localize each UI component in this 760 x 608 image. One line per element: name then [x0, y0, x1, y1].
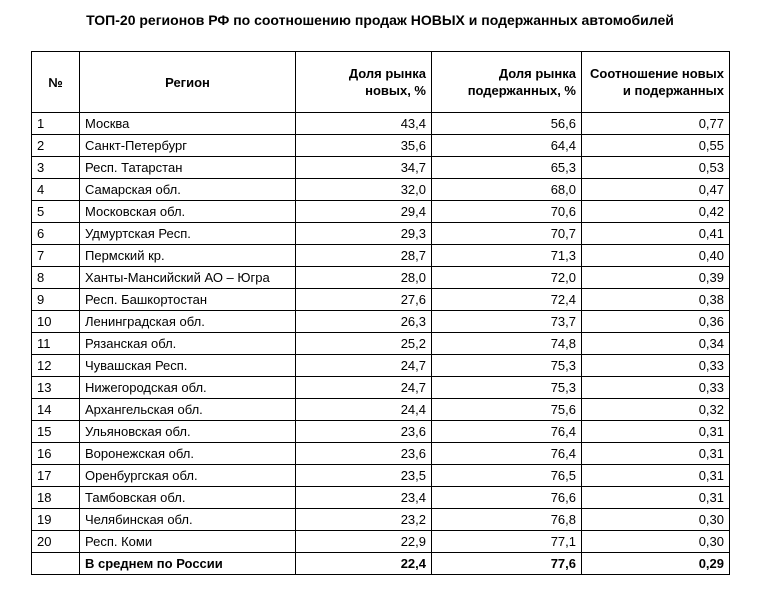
cell-num: 4	[32, 179, 80, 201]
table-row	[32, 377, 730, 399]
cell-ratio: 0,30	[582, 531, 730, 553]
cell-new-share: 26,3	[296, 311, 432, 333]
cell-ratio: 0,33	[582, 355, 730, 377]
cell-new-share: 24,4	[296, 399, 432, 421]
cell-region: Респ. Татарстан	[80, 157, 296, 179]
cell-region: Нижегородская обл.	[80, 377, 296, 399]
cell-used-share: 71,3	[432, 245, 582, 267]
cell-num: 16	[32, 443, 80, 465]
table-row	[32, 179, 730, 201]
cell-num: 13	[32, 377, 80, 399]
cell-used-share: 72,0	[432, 267, 582, 289]
cell-ratio: 0,40	[582, 245, 730, 267]
cell-region: Рязанская обл.	[80, 333, 296, 355]
cell-ratio: 0,31	[582, 487, 730, 509]
table-row	[32, 311, 730, 333]
table-row	[32, 113, 730, 135]
table-row	[32, 421, 730, 443]
cell-new-share: 23,6	[296, 443, 432, 465]
cell-num: 12	[32, 355, 80, 377]
cell-num: 9	[32, 289, 80, 311]
cell-ratio: 0,53	[582, 157, 730, 179]
cell-new-share: 29,3	[296, 223, 432, 245]
cell-num: 6	[32, 223, 80, 245]
cell-ratio: 0,38	[582, 289, 730, 311]
cell-region: Ульяновская обл.	[80, 421, 296, 443]
cell-num: 17	[32, 465, 80, 487]
cell-used-share: 76,8	[432, 509, 582, 531]
cell-num: 7	[32, 245, 80, 267]
cell-region: Пермский кр.	[80, 245, 296, 267]
cell-region: Оренбургская обл.	[80, 465, 296, 487]
cell-region: Москва	[80, 113, 296, 135]
table-row	[32, 355, 730, 377]
cell-used-share: 74,8	[432, 333, 582, 355]
cell-ratio: 0,39	[582, 267, 730, 289]
table-row	[32, 509, 730, 531]
cell-new-share: 23,6	[296, 421, 432, 443]
table-row	[32, 245, 730, 267]
cell-num: 18	[32, 487, 80, 509]
table-row	[32, 399, 730, 421]
cell-ratio: 0,32	[582, 399, 730, 421]
table-row	[32, 289, 730, 311]
table-row	[32, 487, 730, 509]
cell-new-share: 25,2	[296, 333, 432, 355]
cell-used-share: 75,6	[432, 399, 582, 421]
cell-ratio: 0,36	[582, 311, 730, 333]
cell-used-share: 72,4	[432, 289, 582, 311]
cell-region: В среднем по России	[80, 553, 296, 575]
cell-num: 10	[32, 311, 80, 333]
column-header-region: Регион	[80, 52, 296, 113]
cell-new-share: 22,9	[296, 531, 432, 553]
cell-region: Респ. Башкортостан	[80, 289, 296, 311]
cell-used-share: 64,4	[432, 135, 582, 157]
cell-num: 3	[32, 157, 80, 179]
cell-ratio: 0,34	[582, 333, 730, 355]
column-header-new-share: Доля рынка новых, %	[296, 52, 432, 113]
cell-new-share: 34,7	[296, 157, 432, 179]
cell-region: Ханты-Мансийский АО – Югра	[80, 267, 296, 289]
table-body	[32, 113, 730, 575]
table-row	[32, 135, 730, 157]
cell-num: 11	[32, 333, 80, 355]
cell-region: Архангельская обл.	[80, 399, 296, 421]
cell-num: 1	[32, 113, 80, 135]
column-header-used-share: Доля рынка подержанных, %	[432, 52, 582, 113]
cell-num: 15	[32, 421, 80, 443]
table-row	[32, 267, 730, 289]
cell-region: Чувашская Респ.	[80, 355, 296, 377]
cell-new-share: 23,4	[296, 487, 432, 509]
cell-num: 14	[32, 399, 80, 421]
table-row	[32, 157, 730, 179]
cell-region: Удмуртская Респ.	[80, 223, 296, 245]
cell-ratio: 0,41	[582, 223, 730, 245]
cell-ratio: 0,42	[582, 201, 730, 223]
cell-used-share: 77,6	[432, 553, 582, 575]
cell-used-share: 77,1	[432, 531, 582, 553]
table-row	[32, 223, 730, 245]
cell-used-share: 76,5	[432, 465, 582, 487]
cell-num: 19	[32, 509, 80, 531]
cell-new-share: 28,7	[296, 245, 432, 267]
cell-new-share: 29,4	[296, 201, 432, 223]
cell-used-share: 70,7	[432, 223, 582, 245]
cell-region: Челябинская обл.	[80, 509, 296, 531]
cell-region: Ленинградская обл.	[80, 311, 296, 333]
cell-ratio: 0,33	[582, 377, 730, 399]
cell-region: Самарская обл.	[80, 179, 296, 201]
regions-table	[31, 51, 730, 575]
cell-ratio: 0,31	[582, 443, 730, 465]
cell-region: Тамбовская обл.	[80, 487, 296, 509]
cell-num: 20	[32, 531, 80, 553]
cell-ratio: 0,31	[582, 421, 730, 443]
cell-ratio: 0,55	[582, 135, 730, 157]
cell-used-share: 76,4	[432, 443, 582, 465]
cell-num: 5	[32, 201, 80, 223]
cell-num: 8	[32, 267, 80, 289]
cell-new-share: 32,0	[296, 179, 432, 201]
table-row	[32, 443, 730, 465]
cell-ratio: 0,31	[582, 465, 730, 487]
cell-region: Московская обл.	[80, 201, 296, 223]
cell-used-share: 65,3	[432, 157, 582, 179]
cell-region: Респ. Коми	[80, 531, 296, 553]
cell-used-share: 68,0	[432, 179, 582, 201]
cell-used-share: 70,6	[432, 201, 582, 223]
table-row	[32, 201, 730, 223]
cell-used-share: 76,6	[432, 487, 582, 509]
cell-new-share: 24,7	[296, 377, 432, 399]
cell-used-share: 75,3	[432, 355, 582, 377]
cell-new-share: 28,0	[296, 267, 432, 289]
cell-num	[32, 553, 80, 575]
table-header-row	[32, 52, 730, 113]
cell-new-share: 24,7	[296, 355, 432, 377]
cell-used-share: 75,3	[432, 377, 582, 399]
cell-ratio: 0,29	[582, 553, 730, 575]
table-row-total	[32, 553, 730, 575]
cell-used-share: 76,4	[432, 421, 582, 443]
cell-new-share: 22,4	[296, 553, 432, 575]
table-row	[32, 333, 730, 355]
cell-ratio: 0,77	[582, 113, 730, 135]
table-row	[32, 465, 730, 487]
table-row	[32, 531, 730, 553]
cell-ratio: 0,47	[582, 179, 730, 201]
cell-new-share: 35,6	[296, 135, 432, 157]
cell-ratio: 0,30	[582, 509, 730, 531]
cell-used-share: 73,7	[432, 311, 582, 333]
cell-num: 2	[32, 135, 80, 157]
cell-used-share: 56,6	[432, 113, 582, 135]
cell-new-share: 27,6	[296, 289, 432, 311]
cell-region: Воронежская обл.	[80, 443, 296, 465]
page-title: ТОП-20 регионов РФ по соотношению продаж НОВЫХ и подержанных автомобилей	[86, 12, 674, 28]
column-header-num: №	[32, 52, 80, 113]
cell-new-share: 23,2	[296, 509, 432, 531]
cell-new-share: 43,4	[296, 113, 432, 135]
cell-region: Санкт-Петербург	[80, 135, 296, 157]
cell-new-share: 23,5	[296, 465, 432, 487]
column-header-ratio: Соотношение новых и подержанных	[582, 52, 730, 113]
